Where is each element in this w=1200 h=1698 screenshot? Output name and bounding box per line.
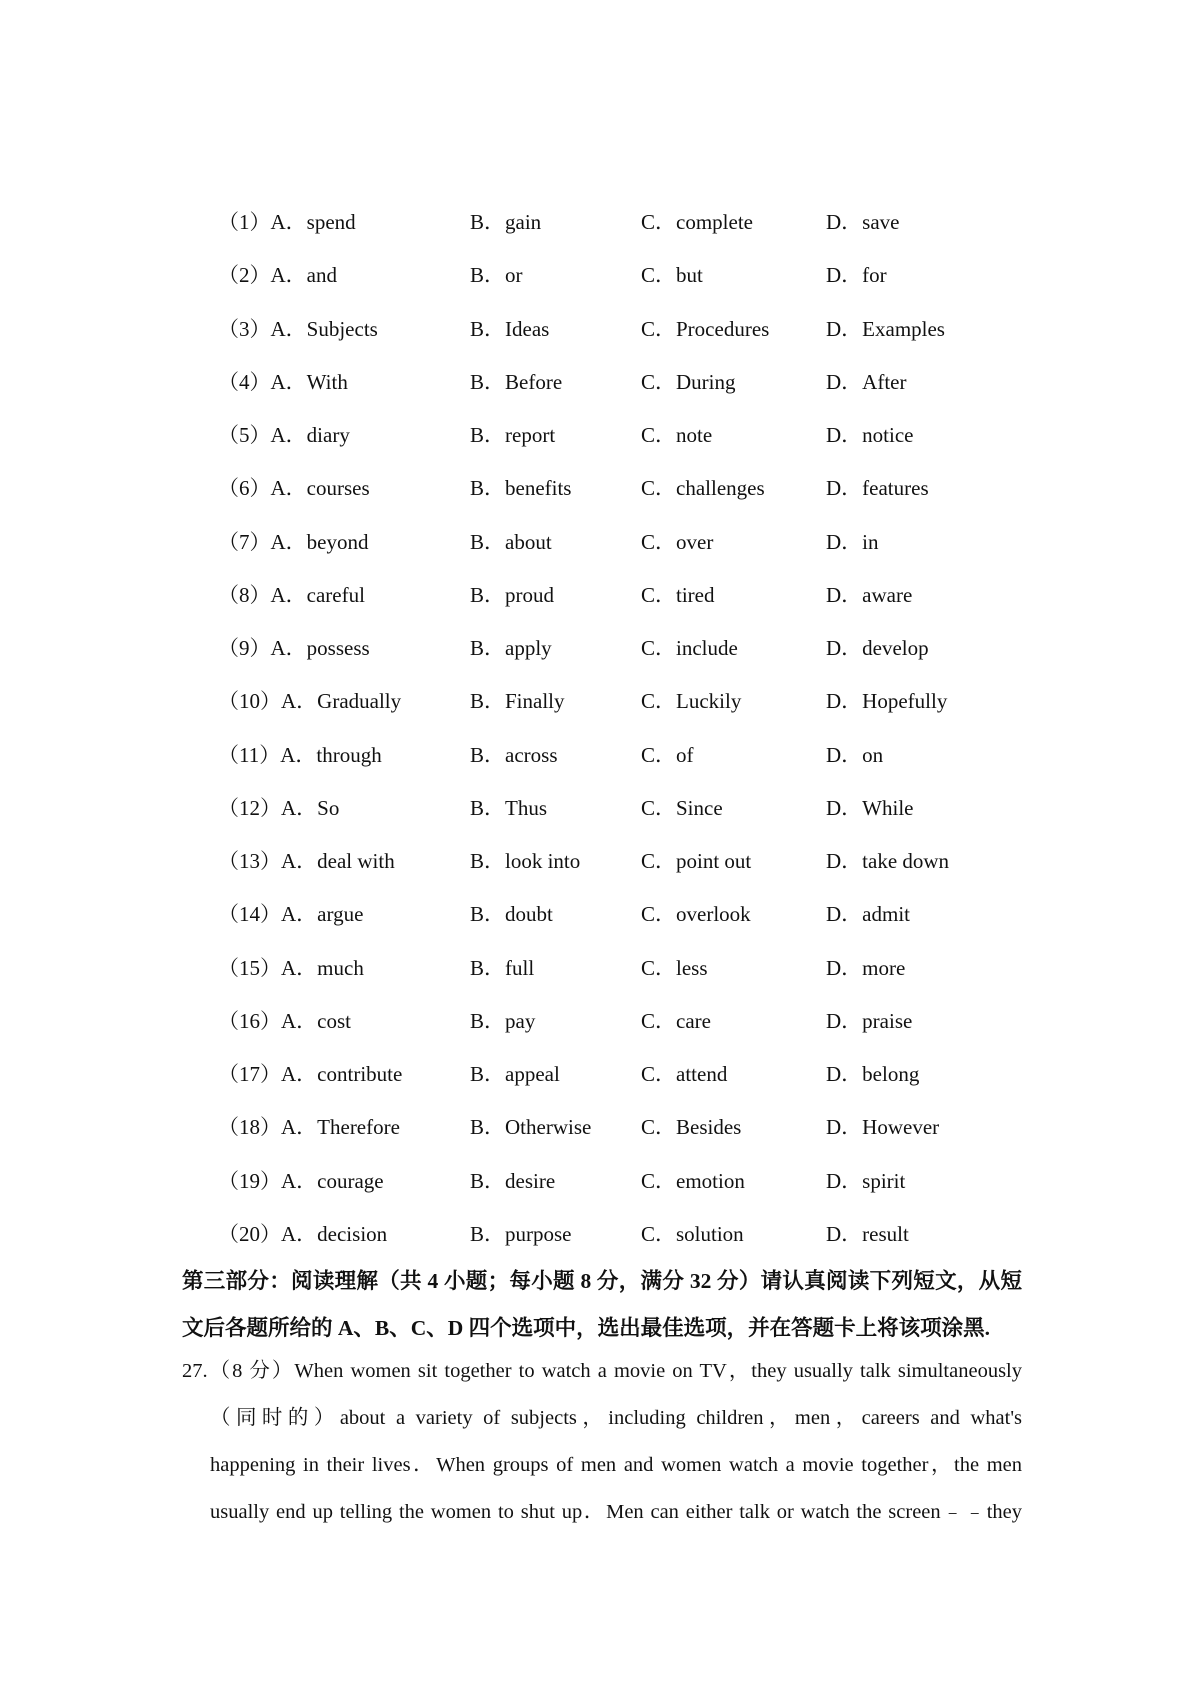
option-b: B．Thus <box>470 795 548 820</box>
option-d: D．take down <box>826 849 950 873</box>
question-27-line-2: （同时的）about a variety of subjects，including children，men，careers and what's <box>210 1407 1022 1429</box>
option-a: （7）A．beyond <box>218 529 369 554</box>
option-a: （5）A．diary <box>218 423 350 447</box>
option-d: D．After <box>826 369 907 394</box>
option-b: B．doubt <box>470 902 553 927</box>
option-b: B．pay <box>470 1008 536 1033</box>
option-b: B．Finally <box>470 689 565 714</box>
option-d: D．However <box>826 1115 940 1140</box>
option-row <box>0 782 1200 835</box>
option-c: C．attend <box>641 1062 728 1086</box>
option-b: B．desire <box>470 1168 556 1193</box>
option-b: B．purpose <box>470 1221 572 1246</box>
option-d: D．in <box>826 529 879 554</box>
option-d: D．admit <box>826 902 910 927</box>
option-c: C．challenges <box>641 476 765 501</box>
option-row <box>0 409 1200 462</box>
option-a: （16）A．cost <box>218 1008 351 1033</box>
option-c: C．During <box>641 369 736 394</box>
option-row <box>0 462 1200 515</box>
option-c: C．emotion <box>641 1168 745 1193</box>
option-row <box>0 1155 1200 1208</box>
option-d: D．for <box>826 263 887 288</box>
option-row <box>0 516 1200 569</box>
option-b: B．report <box>470 423 556 447</box>
option-a: （10）A．Gradually <box>218 689 402 714</box>
question-27-line-1: 27.（8 分）When women sit together to watch a movie on TV，they usually talk simultaneously <box>182 1360 1022 1382</box>
option-row <box>0 1048 1200 1101</box>
option-a: （2）A．and <box>218 263 337 288</box>
option-d: D．on <box>826 742 884 767</box>
option-a: （8）A．careful <box>218 582 365 607</box>
option-d: D．notice <box>826 423 914 447</box>
option-row <box>0 569 1200 622</box>
option-a: （9）A．possess <box>218 636 370 660</box>
question-27-line-3: happening in their lives．When groups of men and women watch a movie together，the men <box>210 1454 1022 1476</box>
section-three-line-2: 文后各题所给的 A、B、C、D 四个选项中，选出最佳选项，并在答题卡上将该项涂黑. <box>182 1316 991 1340</box>
option-row <box>0 1208 1200 1261</box>
option-b: B．or <box>470 263 523 288</box>
question-27-line-4: usually end up telling the women to shut up．Men can either talk or watch the screen﹣﹣they <box>210 1501 1022 1523</box>
option-a: （14）A．argue <box>218 902 364 927</box>
option-a: （20）A．decision <box>218 1221 388 1246</box>
option-d: D．save <box>826 210 900 234</box>
option-a: （19）A．courage <box>218 1168 384 1193</box>
option-a: （15）A．much <box>218 955 364 980</box>
option-c: C．solution <box>641 1221 744 1246</box>
option-a: （17）A．contribute <box>218 1062 403 1086</box>
option-d: D．spirit <box>826 1168 906 1193</box>
option-d: D．aware <box>826 582 913 607</box>
option-row <box>0 196 1200 249</box>
option-b: B．proud <box>470 582 554 607</box>
option-c: C．Procedures <box>641 316 770 341</box>
option-d: D．result <box>826 1221 909 1246</box>
option-a: （3）A．Subjects <box>218 316 378 341</box>
option-row <box>0 888 1200 941</box>
option-b: B．look into <box>470 849 581 873</box>
option-a: （6）A．courses <box>218 476 370 501</box>
option-d: D．more <box>826 955 906 980</box>
option-a: （18）A．Therefore <box>218 1115 400 1140</box>
option-b: B．gain <box>470 210 542 234</box>
option-b: B．full <box>470 955 535 980</box>
option-row <box>0 995 1200 1048</box>
section-three-line-1: 第三部分：阅读理解（共 4 小题；每小题 8 分，满分 32 分）请认真阅读下列短文，从短 <box>182 1269 1022 1293</box>
option-a: （12）A．So <box>218 795 340 820</box>
option-c: C．overlook <box>641 902 751 927</box>
option-b: B．Ideas <box>470 316 550 341</box>
section-three-instructions <box>182 1258 1022 1352</box>
option-d: D．features <box>826 476 929 501</box>
option-b: B．apply <box>470 636 552 660</box>
option-a: （13）A．deal with <box>218 849 395 873</box>
option-row <box>0 249 1200 302</box>
option-d: D．belong <box>826 1062 920 1086</box>
option-c: C．but <box>641 263 703 288</box>
option-c: C．Luckily <box>641 689 742 714</box>
option-c: C．complete <box>641 210 753 234</box>
option-c: C．over <box>641 529 714 554</box>
option-row <box>0 356 1200 409</box>
option-a: （1）A．spend <box>218 210 356 234</box>
option-c: C．Besides <box>641 1115 742 1140</box>
cloze-options-list <box>0 196 1200 1261</box>
option-c: C．include <box>641 636 738 660</box>
option-c: C．Since <box>641 795 723 820</box>
option-c: C．point out <box>641 849 752 873</box>
option-d: D．Examples <box>826 316 945 341</box>
option-b: B．across <box>470 742 558 767</box>
option-c: C．care <box>641 1008 711 1033</box>
option-row <box>0 835 1200 888</box>
option-c: C．note <box>641 423 713 447</box>
option-d: D．praise <box>826 1008 913 1033</box>
option-b: B．appeal <box>470 1062 560 1086</box>
option-d: D．Hopefully <box>826 689 948 714</box>
option-b: B．benefits <box>470 476 572 501</box>
option-c: C．tired <box>641 582 715 607</box>
option-a: （11）A．through <box>218 742 382 767</box>
option-row <box>0 942 1200 995</box>
option-c: C．less <box>641 955 708 980</box>
option-c: C．of <box>641 742 694 767</box>
option-b: B．about <box>470 529 552 554</box>
option-b: B．Otherwise <box>470 1115 592 1140</box>
option-row <box>0 675 1200 728</box>
option-row <box>0 729 1200 782</box>
option-b: B．Before <box>470 369 563 394</box>
question-27-passage <box>182 1348 1022 1536</box>
option-a: （4）A．With <box>218 369 348 394</box>
option-row <box>0 1101 1200 1154</box>
option-row <box>0 303 1200 356</box>
option-d: D．develop <box>826 636 929 660</box>
option-row <box>0 622 1200 675</box>
option-d: D．While <box>826 795 914 820</box>
